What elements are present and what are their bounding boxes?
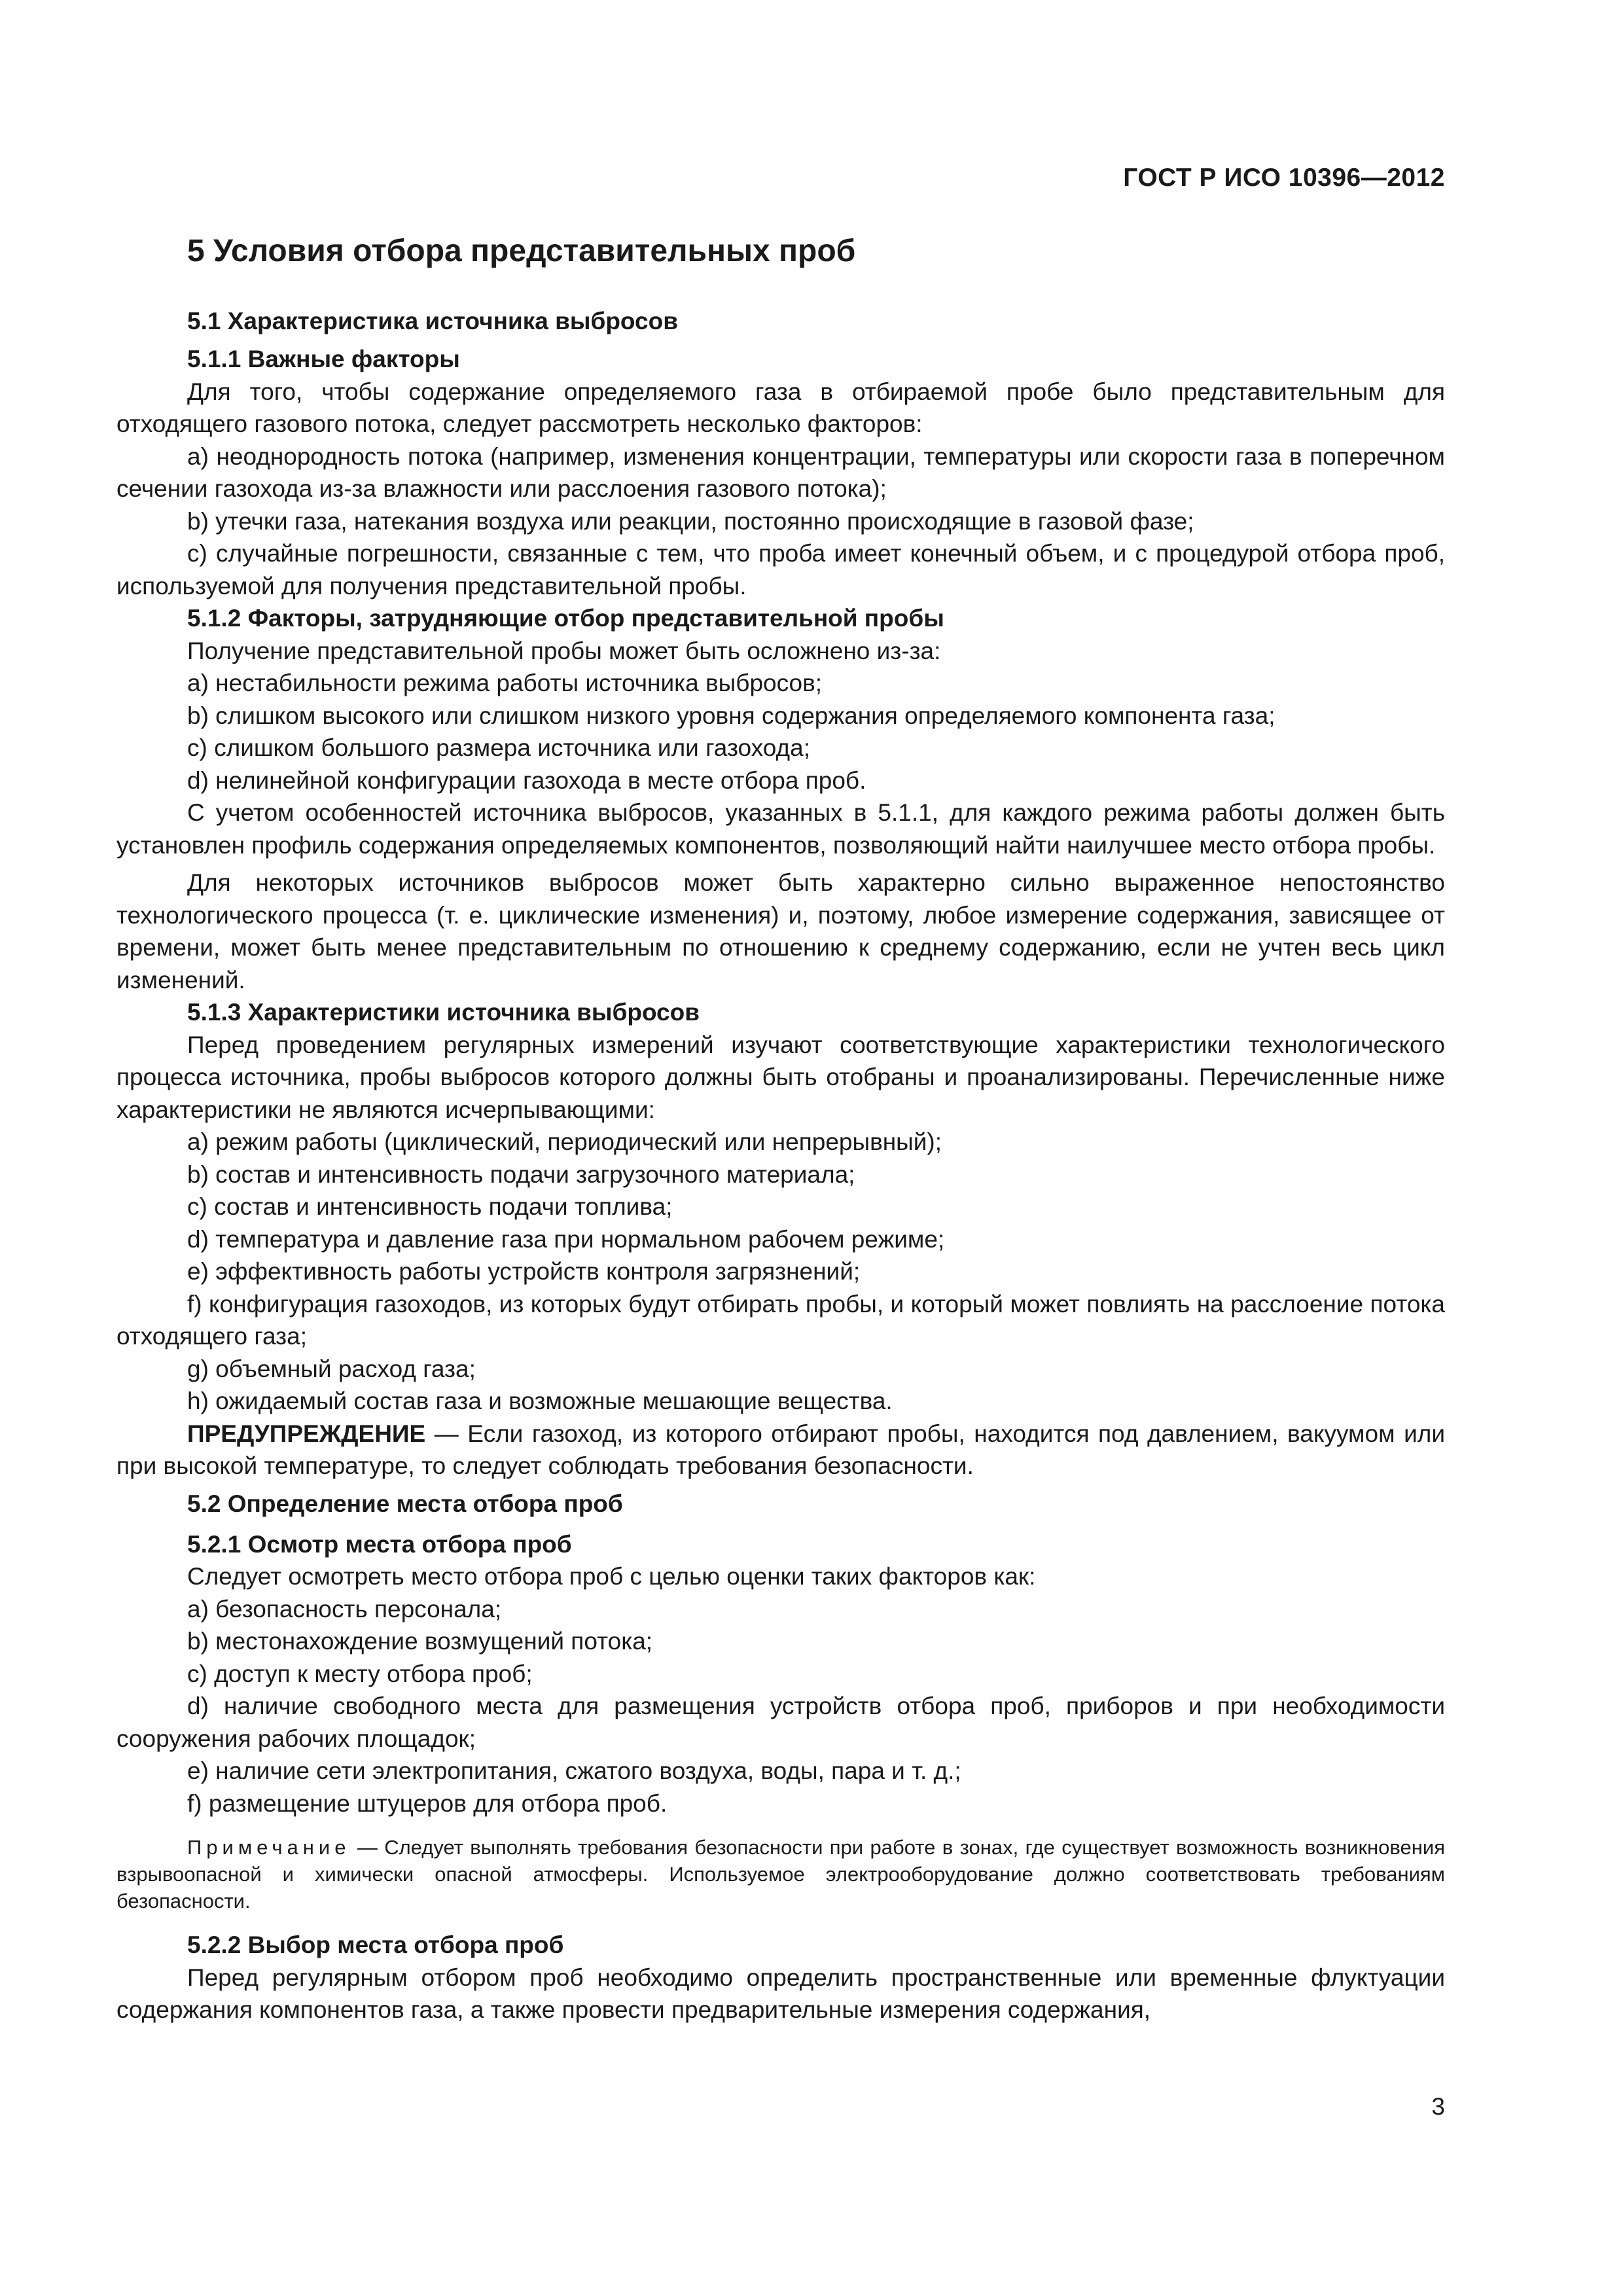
- paragraph-5-1-2-profile: С учетом особенностей источника выбросов, указанных в 5.1.1, для каждого режима работы должен быть установлен профиль содержания определяемых компонентов, позволяющий найти наилучшее место отбора пробы.: [116, 799, 1445, 859]
- list-item: a) нестабильности режима работы источника выбросов;: [187, 670, 823, 696]
- paragraph-5-1-3-intro: Перед проведением регулярных измерений изучают соответствующие характеристики технологического процесса источника, пробы выбросов которого должны быть отобраны и проанализированы. Перечисленные ниже характеристики не являются исчерпывающими:: [116, 1031, 1445, 1123]
- paragraph-5-1-2-intro: Получение представительной пробы может быть осложнено из-за:: [187, 637, 941, 664]
- heading-5-1-2: 5.1.2 Факторы, затрудняющие отбор представительной пробы: [187, 605, 944, 632]
- document-code: ГОСТ Р ИСО 10396—2012: [1123, 164, 1445, 192]
- list-item: h) ожидаемый состав газа и возможные мешающие вещества.: [187, 1388, 893, 1414]
- list-item: b) слишком высокого или слишком низкого уровня содержания определяемого компонента газа;: [187, 702, 1275, 729]
- list-item: c) случайные погрешности, связанные с тем, что проба имеет конечный объем, и с процедурой отбора проб, используемой для получения представительной пробы.: [116, 540, 1445, 600]
- heading-5-2: 5.2 Определение места отбора проб: [187, 1490, 623, 1517]
- list-item: e) эффективность работы устройств контроля загрязнений;: [187, 1258, 861, 1285]
- heading-5-2-1: 5.2.1 Осмотр места отбора проб: [187, 1530, 572, 1558]
- list-item: d) наличие свободного места для размещения устройств отбора проб, приборов и при необходимости сооружения рабочих площадок;: [116, 1693, 1445, 1752]
- note-paragraph: [116, 1834, 1445, 1914]
- document-page: [116, 157, 1445, 2026]
- heading-5-1-1: 5.1.1 Важные факторы: [187, 346, 460, 372]
- heading-5-1: 5.1 Характеристика источника выбросов: [187, 308, 678, 334]
- list-item: b) состав и интенсивность подачи загрузочного материала;: [187, 1160, 855, 1188]
- list-item: g) объемный расход газа;: [187, 1355, 476, 1382]
- heading-5-1-3: 5.1.3 Характеристики источника выбросов: [187, 999, 700, 1026]
- list-item: d) нелинейной конфигурации газохода в месте отбора проб.: [187, 766, 866, 794]
- note-label: Примечание: [187, 1836, 351, 1859]
- warning-text: — Если газоход, из которого отбирают пробы, находится под давлением, вакуумом или при высокой температуре, то следует соблюдать требования безопасности.: [116, 1420, 1445, 1479]
- list-item: e) наличие сети электропитания, сжатого воздуха, воды, пара и т. д.;: [187, 1757, 961, 1784]
- list-item: c) слишком большого размера источника или газохода;: [187, 734, 810, 761]
- paragraph-5-2-1-intro: Следует осмотреть место отбора проб с целью оценки таких факторов как:: [187, 1563, 1036, 1590]
- list-item: a) режим работы (циклический, периодический или непрерывный);: [187, 1128, 942, 1155]
- paragraph-5-2-2-intro: Перед регулярным отбором проб необходимо определить пространственные или временные флуктуации содержания компонентов газа, а также провести предварительные измерения содержания,: [116, 1964, 1445, 2023]
- list-item: d) температура и давление газа при нормальном рабочем режиме;: [187, 1225, 945, 1253]
- warning-paragraph: [116, 1418, 1445, 1482]
- list-item: f) размещение штуцеров для отбора проб.: [187, 1789, 668, 1817]
- page-number: 3: [1431, 2093, 1445, 2120]
- warning-label: ПРЕДУПРЕЖДЕНИЕ: [187, 1420, 426, 1447]
- list-item: b) утечки газа, натекания воздуха или реакции, постоянно происходящие в газовой фазе;: [187, 507, 1194, 535]
- list-item: b) местонахождение возмущений потока;: [187, 1628, 653, 1655]
- section-title: 5 Условия отбора представительных проб: [187, 234, 856, 268]
- list-item: c) состав и интенсивность подачи топлива;: [187, 1193, 673, 1220]
- list-item: c) доступ к месту отбора проб;: [187, 1660, 533, 1687]
- note-text: — Следует выполнять требования безопасности при работе в зонах, где существует возможность возникновения взрывоопасной и химически опасной атмосферы. Используемое электрооборудование должно соответствовать требованиям безопасности.: [116, 1836, 1445, 1912]
- list-item: a) безопасность персонала;: [187, 1595, 502, 1623]
- paragraph-5-1-1-intro: Для того, чтобы содержание определяемого газа в отбираемой пробе было представительным для отходящего газового потока, следует рассмотреть несколько факторов:: [116, 378, 1445, 437]
- heading-5-2-2: 5.2.2 Выбор места отбора проб: [187, 1931, 564, 1958]
- list-item: a) неоднородность потока (например, изменения концентрации, температуры или скорости газа в поперечном сечении газохода из-за влажности или расслоения газового потока);: [116, 442, 1445, 502]
- list-item: f) конфигурация газоходов, из которых будут отбирать пробы, и который может повлиять на расслоение потока отходящего газа;: [116, 1290, 1445, 1350]
- paragraph-5-1-2-cyclic: Для некоторых источников выбросов может быть характерно сильно выраженное непостоянство технологического процесса (т. е. циклические изменения) и, поэтому, любое измерение содержания, зависящее от времени, может быть менее представительным по отношению к среднему содержанию, если не учтен весь цикл изменений.: [116, 869, 1445, 994]
